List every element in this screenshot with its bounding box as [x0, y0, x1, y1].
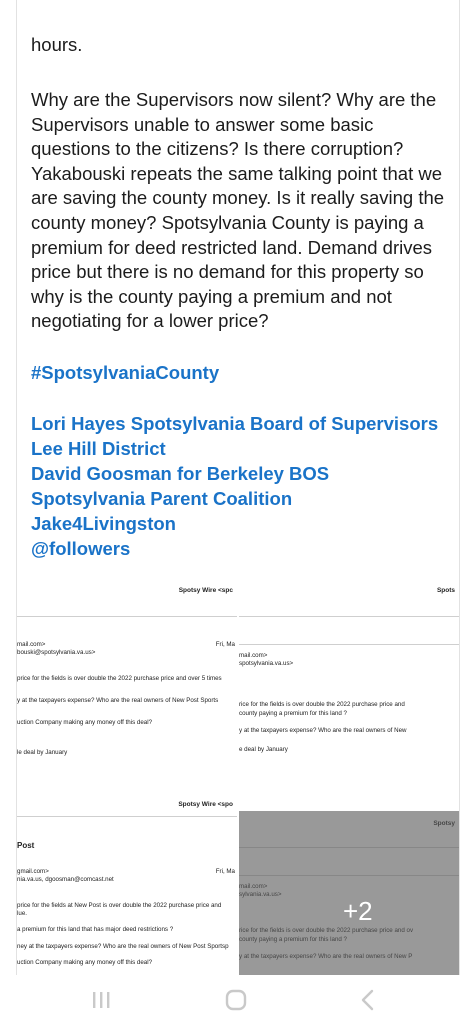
tag-link[interactable]: @followers — [31, 538, 131, 559]
tag-list — [31, 411, 438, 561]
email-header: Spots — [436, 587, 455, 594]
home-icon — [219, 983, 253, 1017]
tag-link[interactable]: Lori Hayes Spotsylvania Board of Supervisors — [31, 413, 439, 434]
tag-link[interactable]: Jake4Livingston — [31, 513, 176, 534]
back-icon — [351, 983, 385, 1017]
post-paragraph: Why are the Supervisors now silent? Why are the Supervisors unable to answer some basic questions to the citizens? Is there corruption? Yakabouski repeats the same talking point that we are saving the county money. Is it really saving the county money? Spotsylvania County is paying a premium for deed restricted land. Demand drives price but there is no demand for this property so why is the county paying a premium and not negotiating for a lower price? — [31, 89, 445, 332]
photo-email-2[interactable]: Spots mail.com> spotsylvania.va.us> rice for the fields is over double the 2022 purchase price and county paying a premium for this land ? y at the taxpayers expense? Who are the real owners of New e deal by January — [239, 578, 459, 788]
hashtag-link[interactable]: #SpotsylvaniaCounty — [31, 362, 220, 383]
photo-email-1[interactable]: Spotsy Wire <spc mail.com> Fri, Ma bouski@spotsylvania.va.us> price for the fields is over double the 2022 purchase price and over 5 times y at the taxpayers expense? Who are the real owners of New Post Sports uction Company making any money off this deal? le deal by January — [17, 578, 237, 788]
system-nav-bar — [0, 975, 473, 1024]
email-header: Spotsy Wire <spo — [178, 801, 233, 808]
photo-email-3[interactable]: Spotsy Wire <spo Post gmail.com> Fri, Ma nia.va.us, dgoosman@comcast.net price for the fields at New Post is over double the 2022 purchase price and lue. a premium for this land that has major deed restrictions ? ney at the taxpayers expense? Who are the real owners of New Post Sportsp uction Company making any money off this deal? — [17, 792, 237, 975]
email-header: Spotsy Wire <spc — [178, 587, 233, 594]
recents-button[interactable] — [84, 983, 118, 1017]
tag-link[interactable]: David Goosman for Berkeley BOS — [31, 463, 330, 484]
photo-email-4[interactable] — [239, 811, 459, 975]
home-button[interactable] — [219, 983, 253, 1017]
post-text-hours: hours. — [31, 34, 83, 55]
post-card — [16, 0, 460, 975]
tag-link[interactable]: Spotsylvania Parent Coalition — [31, 488, 293, 509]
photo-overlay — [239, 811, 459, 975]
tag-link[interactable]: Lee Hill District — [31, 438, 166, 459]
back-button[interactable] — [351, 983, 385, 1017]
more-photos-count[interactable]: +2 — [343, 896, 373, 926]
photo-grid — [17, 578, 459, 975]
recents-icon — [84, 983, 118, 1017]
